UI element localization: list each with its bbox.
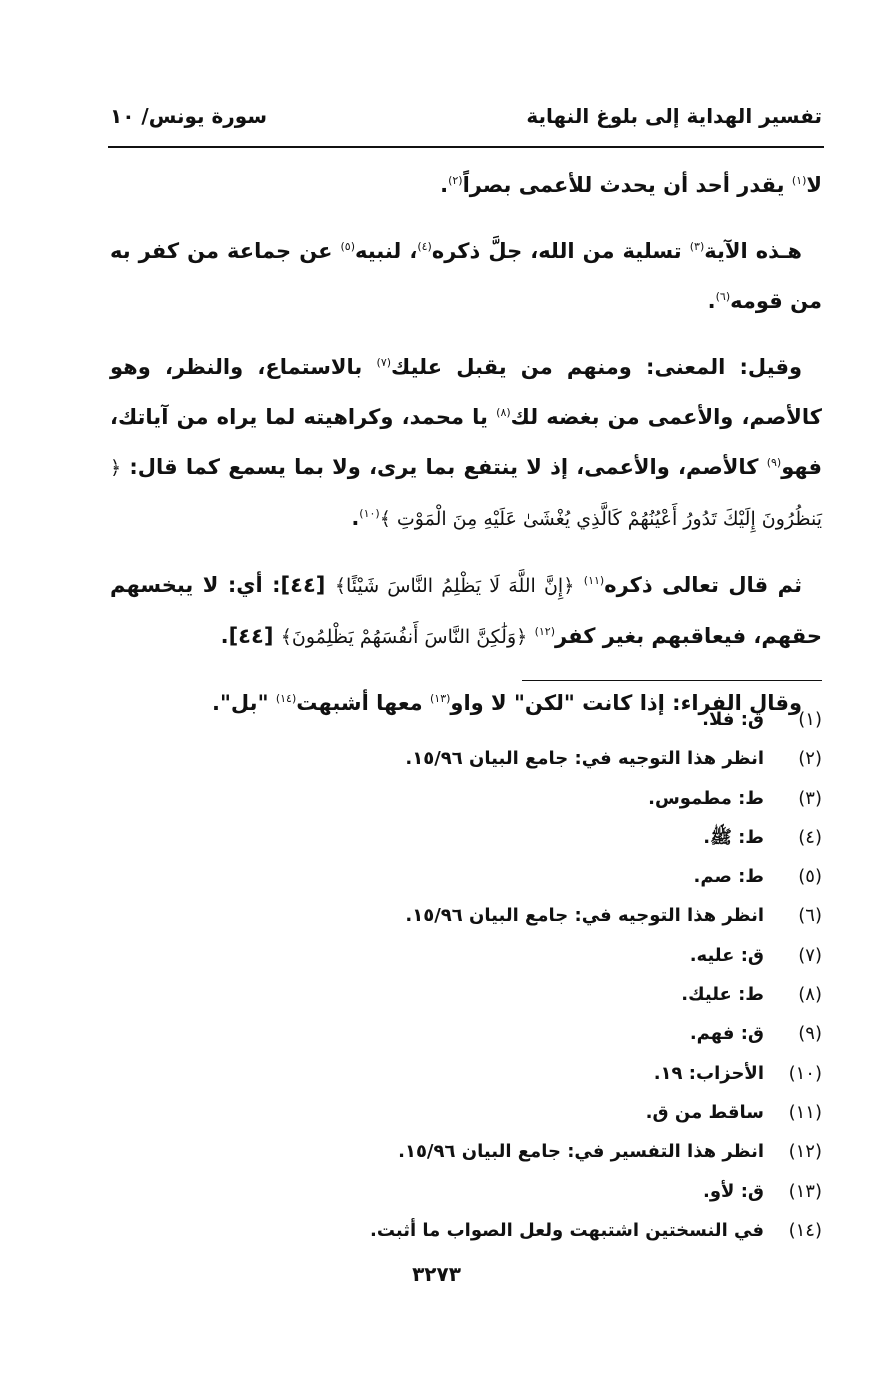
footnote-marker: (٨): [496, 406, 511, 419]
paragraph: [110, 226, 822, 326]
footnote-marker: (٤): [417, 240, 432, 253]
text-run: هـذه الآية: [704, 239, 802, 263]
footnote-item: [300, 779, 822, 818]
footnote-number: (٨): [798, 984, 822, 1006]
header-divider: [108, 146, 824, 148]
footnote-item: [300, 818, 822, 857]
footnote-item: [300, 975, 822, 1014]
page-number: ٣٢٧٣: [412, 1262, 461, 1286]
surah-reference: سورة يونس/ ١٠: [110, 104, 268, 128]
footnote-number: (٣): [798, 787, 822, 809]
text-run: وقال الفراء: إذا كانت "لكن" لا واو: [450, 691, 802, 715]
footnote-marker: (١٢): [534, 625, 556, 638]
footnote-number: (١): [798, 709, 822, 730]
text-run: بالاستماع، والنظر، وهو كالأصم، والأعمى من بغضه لك: [110, 355, 823, 429]
text-run: [574, 573, 583, 597]
footnote-number: (٤): [798, 826, 822, 848]
text-run: .: [351, 506, 360, 530]
text-run: ، لنبيه: [354, 239, 418, 263]
paragraph: [110, 160, 822, 210]
footnote-marker: (١١): [583, 574, 605, 587]
footnote-marker: (١٣): [430, 692, 451, 705]
footnote-text: ساقط من ق.: [645, 1101, 764, 1123]
footnote-number: (٧): [798, 944, 822, 966]
footnote-item: [300, 1132, 822, 1171]
footnote-marker: (٦): [715, 290, 731, 303]
footnote-text: ق: عليه.: [689, 944, 764, 966]
footnote-item: [300, 700, 822, 739]
footnote-marker: (٣): [689, 240, 705, 253]
footnote-text: ق: فلا.: [702, 709, 764, 730]
footnote-text: ط: صم.: [693, 866, 764, 888]
text-run: لا: [806, 173, 822, 197]
footnote-text: ط: مطموس.: [648, 787, 764, 809]
footnote-text: انظر هذا التوجيه في: جامع البيان ١٥/٩٦.: [405, 905, 764, 927]
footnote-marker: (١٤): [275, 692, 297, 705]
quran-verse: ﴿إِنَّ اللَّهَ لَا يَظْلِمُ النَّاسَ شَيْئًا﴾: [334, 575, 575, 597]
text-run: معها أشبهت: [296, 691, 430, 715]
book-title: تفسير الهداية إلى بلوغ النهاية: [526, 104, 822, 128]
footnote-number: (١٢): [788, 1141, 822, 1163]
main-text: [110, 160, 822, 744]
footnote-number: (١١): [788, 1101, 822, 1123]
footnote-item: [300, 739, 822, 778]
footnote-text: ط: عليك.: [681, 984, 764, 1006]
quran-verse: ﴿ يَنظُرُونَ إِلَيْكَ تَدُورُ أَعْيُنُهُمْ كَالَّذِي يُغْشَىٰ عَلَيْهِ مِنَ الْمَوْتِ ﴾: [110, 457, 822, 530]
text-run: عن جماعة من كفر به من قومه: [110, 239, 822, 313]
text-run: وقيل: المعنى: ومنهم من يقبل عليك: [391, 355, 802, 379]
text-run: .: [707, 289, 716, 313]
footnote-item: [300, 1093, 822, 1132]
footnote-text: ق: لأو.: [703, 1180, 764, 1202]
footnote-item: [300, 1172, 822, 1211]
footnote-text: الأحزاب: ١٩.: [653, 1062, 764, 1084]
text-run: .: [440, 173, 449, 197]
text-run: ثم قال تعالى ذكره: [604, 573, 802, 597]
text-run: [٤٤].: [220, 624, 281, 648]
footnote-marker: (١): [791, 174, 807, 187]
footnote-number: (١٤): [788, 1219, 822, 1241]
footnote-item: [300, 857, 822, 896]
footnote-number: (١٣): [788, 1180, 822, 1202]
footnote-item: [300, 936, 822, 975]
footnotes-list: [300, 700, 822, 1250]
footnote-marker: (١٠): [359, 507, 380, 520]
footnote-number: (٩): [798, 1023, 822, 1045]
text-run: يا محمد، وكراهيته لما يراه من آياتك، فهو: [110, 405, 822, 479]
running-header: [110, 104, 822, 138]
footnote-text: ط: ﷺ.: [703, 826, 764, 848]
footnote-text: انظر هذا التفسير في: جامع البيان ١٥/٩٦.: [398, 1141, 764, 1163]
footnote-number: (٥): [798, 866, 822, 888]
footnote-number: (٢): [798, 748, 822, 770]
text-run: تسلية من الله، جلَّ ذكره: [431, 239, 690, 263]
paragraph: [110, 342, 822, 544]
footnote-marker: (٥): [340, 240, 355, 253]
text-run: [٤٤]: أي: لا يبخسهم حقهم، فيعاقبهم بغير كفر: [110, 573, 822, 648]
footnote-text: انظر هذا التوجيه في: جامع البيان ١٥/٩٦.: [405, 748, 764, 770]
footnote-text: في النسختين اشتبهت ولعل الصواب ما أثبت.: [369, 1219, 764, 1241]
footnote-number: (١٠): [788, 1062, 822, 1084]
text-run: [527, 624, 534, 648]
text-run: كالأصم، والأعمى، إذ لا ينتفع بما يرى، ولا بما يسمع كما قال:: [121, 455, 767, 479]
footnote-item: [300, 1014, 822, 1053]
footnote-number: (٦): [798, 905, 822, 927]
footnote-divider: [522, 680, 822, 681]
footnote-marker: (٧): [376, 356, 392, 369]
footnote-marker: (٢): [448, 174, 463, 187]
footnote-item: [300, 1211, 822, 1250]
text-run: "بل".: [212, 691, 276, 715]
paragraph: [110, 560, 822, 662]
footnote-marker: (٩): [766, 456, 782, 469]
footnote-item: [300, 896, 822, 935]
footnote-text: ق: فهم.: [689, 1023, 764, 1045]
quran-verse: ﴿وَلَٰكِنَّ النَّاسَ أَنفُسَهُمْ يَظْلِمُونَ﴾: [280, 626, 528, 648]
text-run: يقدر أحد أن يحدث للأعمى بصراً: [462, 173, 792, 197]
footnote-item: [300, 1054, 822, 1093]
